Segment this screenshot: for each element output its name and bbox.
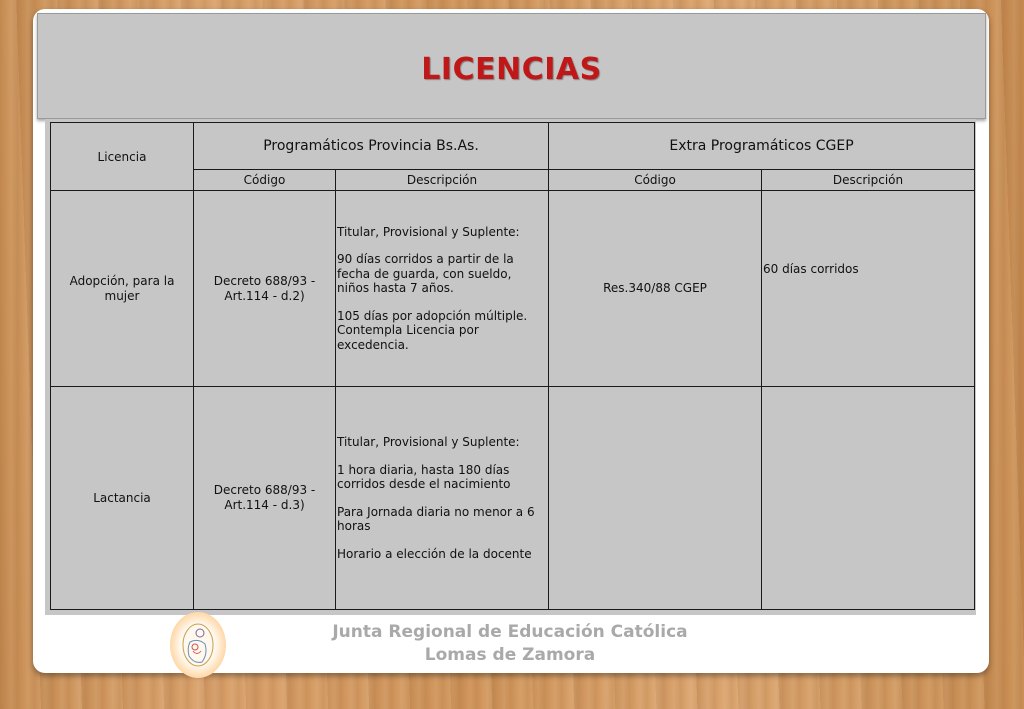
footer <box>300 621 720 667</box>
description-line: Para Jornada diaria no menor a 6 horas <box>337 504 535 533</box>
subheader-descripcion-extra: Descripción <box>762 170 975 191</box>
subheader-codigo-prov: Código <box>194 170 336 191</box>
title-bar <box>37 13 986 119</box>
description-line: Titular, Provisional y Suplente: <box>337 435 520 449</box>
cell-descripcion-prov <box>336 387 549 610</box>
table-row <box>51 387 975 610</box>
description-line: 105 días por adopción múltiple. Contempla Licencia por excedencia. <box>337 308 528 352</box>
cell-descripcion-prov <box>336 191 549 387</box>
cell-descripcion-extra <box>762 387 975 610</box>
description-line: 90 días corridos a partir de la fecha de guarda, con sueldo, niños hasta 7 años. <box>337 252 514 296</box>
virgin-and-child-emblem-icon <box>170 612 226 678</box>
header-licencia: Licencia <box>51 123 194 191</box>
description-line: Titular, Provisional y Suplente: <box>337 224 520 239</box>
cell-descripcion-extra: 60 días corridos <box>762 191 975 387</box>
cell-codigo-extra <box>549 387 762 610</box>
cell-codigo-prov: Decreto 688/93 - Art.114 - d.3) <box>194 387 336 610</box>
footer-organization: Junta Regional de Educación Católica <box>332 622 688 642</box>
description-line: Horario a elección de la docente <box>337 546 532 561</box>
cell-codigo-prov: Decreto 688/93 - Art.114 - d.2) <box>194 191 336 387</box>
cell-codigo-extra: Res.340/88 CGEP <box>549 191 762 387</box>
cell-licencia: Lactancia <box>51 387 194 610</box>
slide-title: LICENCIAS <box>421 52 602 87</box>
subheader-codigo-extra: Código <box>549 170 762 191</box>
cell-licencia: Adopción, para la mujer <box>51 191 194 387</box>
header-programaticos: Programáticos Provincia Bs.As. <box>194 123 549 170</box>
header-extra-programaticos: Extra Programáticos CGEP <box>549 123 975 170</box>
description-line: 1 hora diaria, hasta 180 días corridos desde el nacimiento <box>337 462 511 491</box>
footer-location: Lomas de Zamora <box>424 645 596 665</box>
licencias-table <box>50 122 975 610</box>
subheader-descripcion-prov: Descripción <box>336 170 549 191</box>
table-row <box>51 191 975 387</box>
